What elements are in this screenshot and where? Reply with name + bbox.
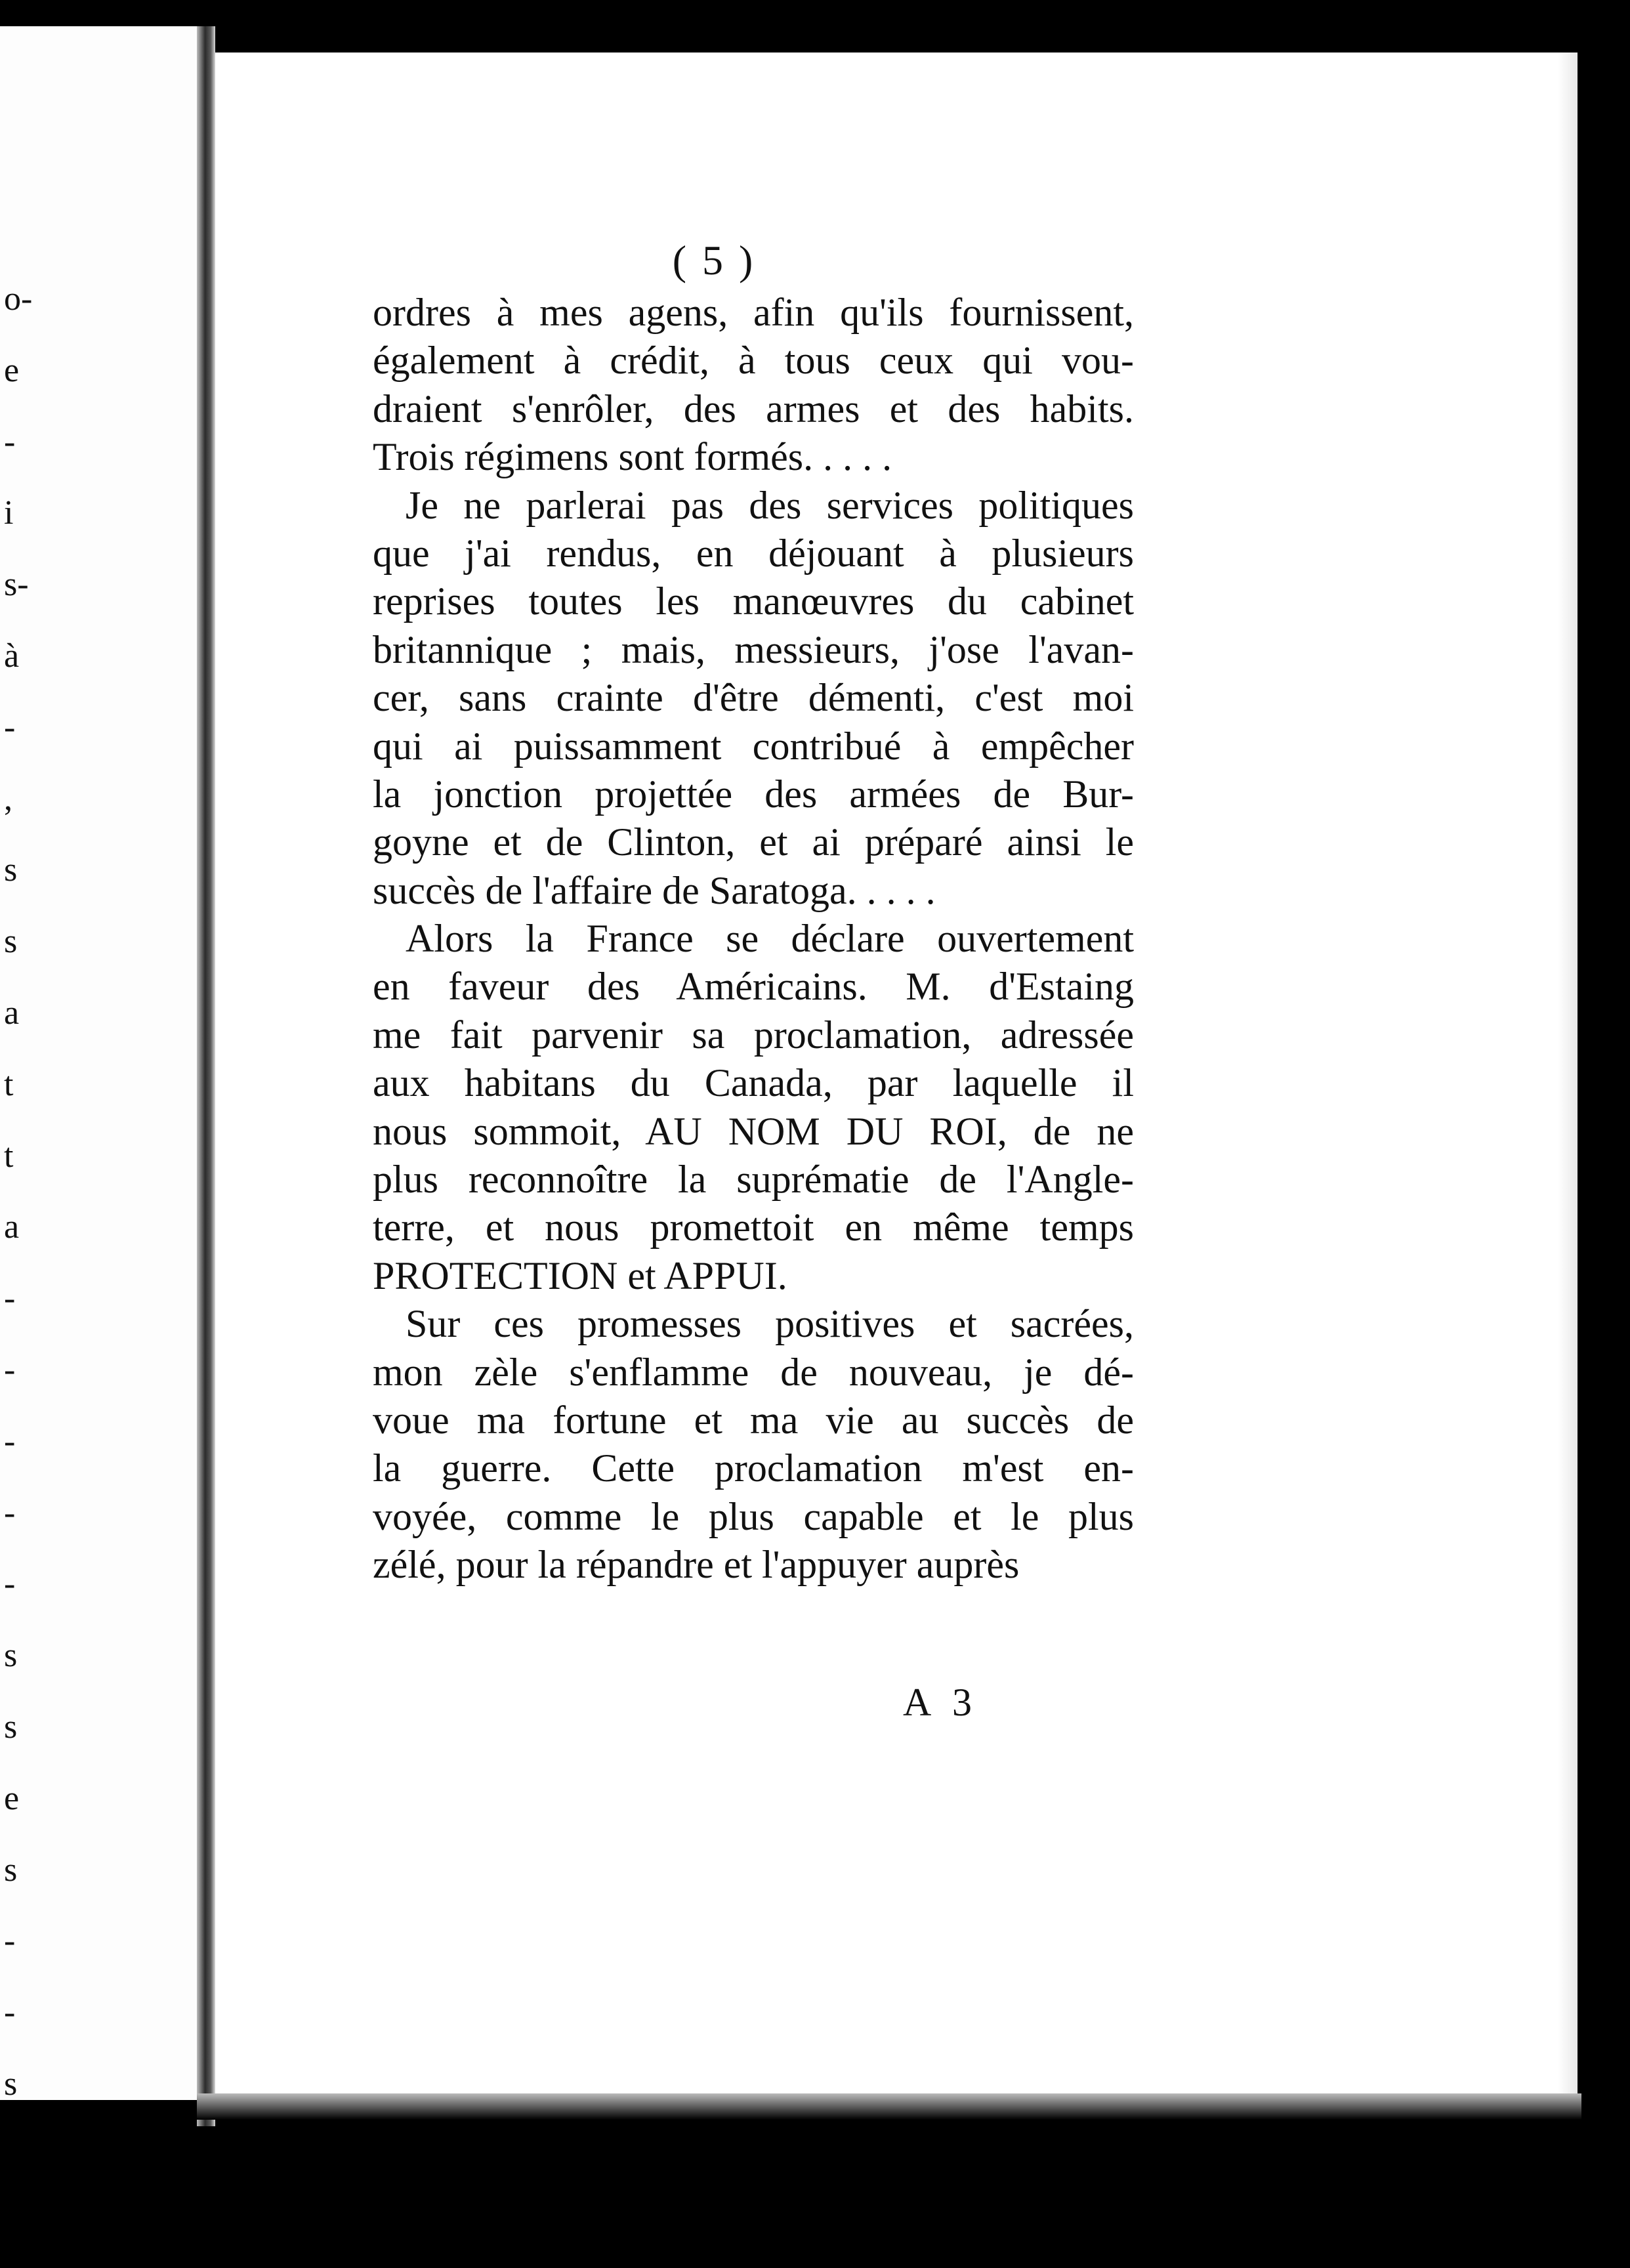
margin-fragment: t xyxy=(4,1065,14,1103)
text-line: plus reconnoître la suprématie de l'Angle- xyxy=(373,1158,1134,1202)
paragraph xyxy=(373,915,1134,1300)
text-line: nous sommoit, AU NOM DU ROI, de ne xyxy=(373,1109,1134,1153)
margin-fragment: a xyxy=(4,1208,20,1246)
text-line: aux habitans du Canada, par laquelle il xyxy=(373,1061,1134,1105)
margin-fragment: - xyxy=(4,1280,16,1318)
margin-fragment: s xyxy=(4,2065,18,2103)
paragraph xyxy=(373,1300,1134,1589)
text-line: draient s'enrôler, des armes et des habits. xyxy=(373,387,1134,430)
margin-fragment: e xyxy=(4,1779,20,1817)
margin-fragment: - xyxy=(4,1565,16,1603)
text-line: la jonction projettée des armées de Bur- xyxy=(373,772,1134,816)
signature-mark: A 3 xyxy=(903,1681,979,1724)
text-line: ordres à mes agens, afin qu'ils fournissent, xyxy=(373,291,1134,334)
text-line: en faveur des Américains. M. d'Estaing xyxy=(373,965,1134,1009)
text-line: PROTECTION et APPUI. xyxy=(373,1253,787,1297)
margin-fragment: - xyxy=(4,1422,16,1460)
text-line: terre, et nous promettoit en même temps xyxy=(373,1206,1134,1250)
page-right-edge xyxy=(1558,52,1578,2093)
margin-fragment: s xyxy=(4,923,18,961)
margin-fragment: - xyxy=(4,423,16,461)
margin-fragment: s- xyxy=(4,566,29,604)
margin-fragment: e xyxy=(4,351,20,389)
text-line: Alors la France se déclare ouvertement xyxy=(406,917,1134,961)
margin-fragment: s xyxy=(4,1637,18,1675)
facing-page-left xyxy=(0,26,197,2103)
paragraph xyxy=(373,482,1134,915)
page-bottom-edge xyxy=(197,2093,1581,2120)
text-line: goyne et de Clinton, et ai préparé ainsi le xyxy=(373,820,1134,864)
text-line: mon zèle s'enflamme de nouveau, je dé- xyxy=(373,1350,1134,1394)
paragraph xyxy=(373,289,1134,482)
margin-fragment: - xyxy=(4,1922,16,1960)
text-line: qui ai puissamment contribué à empêcher xyxy=(373,724,1134,768)
text-line: également à crédit, à tous ceux qui vou- xyxy=(373,339,1134,383)
text-line: la guerre. Cette proclamation m'est en- xyxy=(373,1446,1134,1490)
text-line: voyée, comme le plus capable et le plus xyxy=(373,1494,1134,1538)
text-line: me fait parvenir sa proclamation, adressée xyxy=(373,1013,1134,1057)
margin-fragment: a xyxy=(4,994,20,1032)
book-gutter xyxy=(197,26,215,2126)
paragraphs xyxy=(373,289,1134,1589)
margin-fragment: - xyxy=(4,1494,16,1532)
margin-fragment: o- xyxy=(4,280,33,318)
margin-fragment: s xyxy=(4,851,18,889)
text-line: succès de l'affaire de Saratoga. . . . . xyxy=(373,868,936,912)
text-line: voue ma fortune et ma vie au succès de xyxy=(373,1398,1134,1442)
text-line: Sur ces promesses positives et sacrées, xyxy=(406,1302,1134,1346)
margin-fragment: s xyxy=(4,1708,18,1746)
page-number: ( 5 ) xyxy=(672,237,756,284)
text-line: Trois régimens sont formés. . . . . xyxy=(373,435,892,479)
margin-fragment: - xyxy=(4,1994,16,2032)
margin-fragment: , xyxy=(4,780,12,818)
text-line: Je ne parlerai pas des services politiques xyxy=(406,483,1134,527)
margin-fragment: - xyxy=(4,1351,16,1389)
margin-fragment: s xyxy=(4,1851,18,1889)
facing-page-margin-text xyxy=(0,26,33,2103)
text-line: que j'ai rendus, en déjouant à plusieurs xyxy=(373,531,1134,575)
body-text xyxy=(373,236,1134,1589)
margin-fragment: à xyxy=(4,637,20,675)
margin-fragment: i xyxy=(4,494,14,532)
margin-fragment: - xyxy=(4,708,16,746)
text-line: zélé, pour la répandre et l'appuyer auprès xyxy=(373,1543,1020,1587)
text-line: reprises toutes les manœuvres du cabinet xyxy=(373,579,1134,623)
margin-fragment: t xyxy=(4,1137,14,1175)
text-line: britannique ; mais, messieurs, j'ose l'avan- xyxy=(373,627,1134,671)
text-line: cer, sans crainte d'être démenti, c'est moi xyxy=(373,676,1134,720)
